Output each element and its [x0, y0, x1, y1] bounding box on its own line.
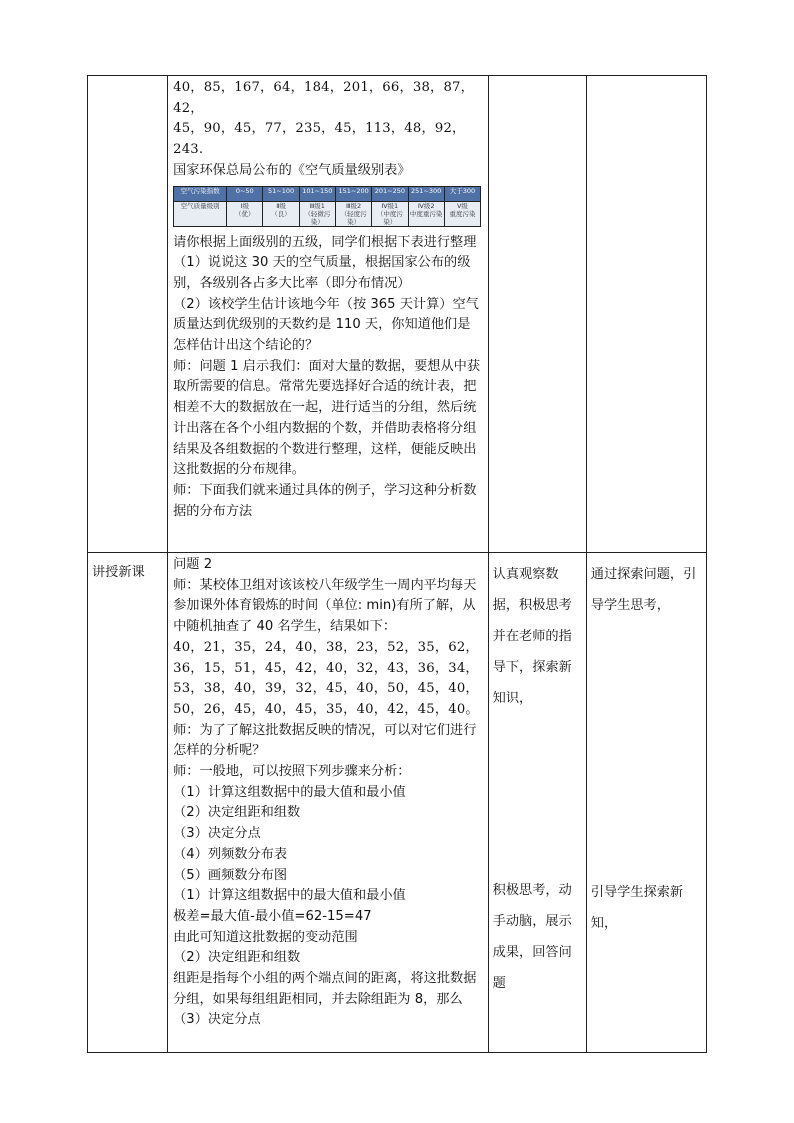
step-item: （5）画频数分布图 [173, 867, 288, 883]
design-intent-cell [586, 553, 706, 1053]
aqi-desc: （轻度污染） [340, 209, 367, 226]
aqi-level-table [173, 186, 481, 227]
aqi-desc: （优） [235, 209, 255, 218]
aqi-level-cell [408, 201, 444, 226]
text-line: 组距是指每个小组的两个端点间的距离，将这批数据分组，如果每组组距相同，并去除组距为 8，那么 [173, 971, 477, 1007]
stage-cell-empty [88, 76, 168, 553]
aqi-grade: Ⅲ级1 [309, 201, 325, 210]
aqi-grade: Ⅳ级1 [381, 201, 399, 210]
aqi-header-cell: 251~300 [408, 186, 444, 201]
data-line: 40，21，35，24，40，38，23，52，35，62， [173, 639, 479, 655]
aqi-grade: Ⅳ级2 [417, 201, 435, 210]
paragraph: 师：问题 1 启示我们：面对大量的数据，要想从中获取所需要的信息。常常先要选择好合适的统计表，把相差不大的数据放在一起，进行适当的分组，然后统计出落在各个小组内数据的个数，并借助表格将分组结果及各组数据的个数进行整理，这样，便能反映出这批数据的分布规律。 [173, 358, 481, 478]
aqi-header-cell: 151~200 [335, 186, 371, 201]
aqi-level-cell [335, 201, 371, 226]
text-line: 由此可知道这批数据的变动范围 [173, 929, 358, 945]
design-intent-text: 通过探索问题，引导学生思考， [590, 567, 697, 613]
student-activity-cell-empty [488, 76, 586, 553]
design-intent-text: 引导学生探索新知， [590, 885, 684, 931]
step-item: （2）决定组距和组数 [173, 950, 301, 966]
paragraph: 师：某校体卫组对该该校八年级学生一周内平均每天参加课外体育锻炼的时间（单位: min)有所了解，从中随机抽查了 40 名学生，结果如下： [173, 577, 477, 635]
aqi-desc: （良） [271, 209, 291, 218]
content-cell [168, 553, 489, 1053]
data-line: 40，85，167，64，184，201，66，38，87，42， [173, 80, 475, 116]
paragraph: （1）说说这 30 天的空气质量，根据国家公布的级别，各级别各占多大比率（即分布情况） [173, 255, 471, 291]
aqi-level-cell [263, 201, 299, 226]
step-item: （4）列频数分布表 [173, 846, 288, 862]
aqi-level-cell [444, 201, 480, 226]
design-intent-cell-empty [586, 76, 706, 553]
bulletin-title: 国家环保总局公布的《空气质量级别表》 [173, 162, 411, 178]
paragraph: 师：下面我们就来通过具体的例子，学习这种分析数据的分布方法 [173, 482, 477, 519]
step-item: （2）决定组距和组数 [173, 805, 301, 821]
aqi-desc: （中度污染） [376, 209, 403, 226]
student-activity-text: 认真观察数据，积极思考并在老师的指导下，探索新知识， [492, 567, 572, 706]
aqi-header-cell: 0~50 [227, 186, 263, 201]
step-item: （1）计算这组数据中的最大值和最小值 [173, 888, 406, 904]
aqi-grade: Ⅱ级 [276, 201, 286, 210]
data-line: 45，90，45，77，235，45，113，48，92，243. [173, 121, 466, 158]
aqi-level-row [174, 201, 481, 226]
lesson-plan-table [87, 75, 707, 1053]
stage-label: 讲授新课 [92, 565, 145, 580]
aqi-level-cell [299, 201, 335, 226]
stage-cell [88, 553, 168, 1053]
aqi-level-cell [372, 201, 408, 226]
aqi-header-row [174, 186, 481, 201]
step-item: （3）决定分点 [173, 826, 261, 842]
text-line: 师：为了了解这批数据反映的情况，可以对它们进行怎样的分析呢？ [173, 722, 477, 759]
aqi-grade: Ⅴ级 [456, 201, 468, 210]
aqi-grade: Ⅲ级2 [346, 201, 362, 210]
aqi-header-cell: 101~150 [299, 186, 335, 201]
text-line: 极差=最大值-最小值=62-15=47 [173, 908, 372, 924]
data-line: 50，26，45，40，45，35，40，42，45，40。 [173, 701, 479, 717]
student-activity-text: 积极思考，动手动脑，展示成果，回答问题 [492, 883, 572, 991]
aqi-grade: Ⅰ级 [240, 201, 249, 210]
paragraph: 请你根据上面级别的五级，同学们根据下表进行整理 [173, 234, 477, 250]
step-item: （3）决定分点 [173, 1012, 261, 1028]
text-line: 师：一般地，可以按照下列步骤来分析： [173, 764, 411, 780]
step-item: （1）计算这组数据中的最大值和最小值 [173, 784, 406, 800]
data-line: 53，38，40，39，32，45，40，50，45，40， [173, 681, 479, 697]
table-row [88, 76, 707, 553]
table-row [88, 553, 707, 1053]
aqi-header-cell: 201~250 [372, 186, 408, 201]
aqi-header-cell: 51~100 [263, 186, 299, 201]
student-activity-cell [488, 553, 586, 1053]
paragraph: （2）该校学生估计该地今年（按 365 天计算）空气质量达到优级别的天数约是 110 天，你知道他们是怎样估计出这个结论的？ [173, 296, 479, 354]
aqi-level-cell [227, 201, 263, 226]
aqi-desc: 重度污染 [449, 209, 476, 218]
question-title: 问题 2 [173, 557, 213, 572]
aqi-desc: （轻微污染） [304, 209, 331, 226]
aqi-header-cell: 大于300 [444, 186, 480, 201]
content-cell [168, 76, 489, 553]
aqi-row-label: 空气质量级别 [174, 201, 227, 226]
data-line: 36，15，51，45，42，40，32，43，36，34， [173, 660, 479, 676]
aqi-desc: 中度重污染 [409, 209, 443, 218]
aqi-header-cell: 空气污染指数 [174, 186, 227, 201]
